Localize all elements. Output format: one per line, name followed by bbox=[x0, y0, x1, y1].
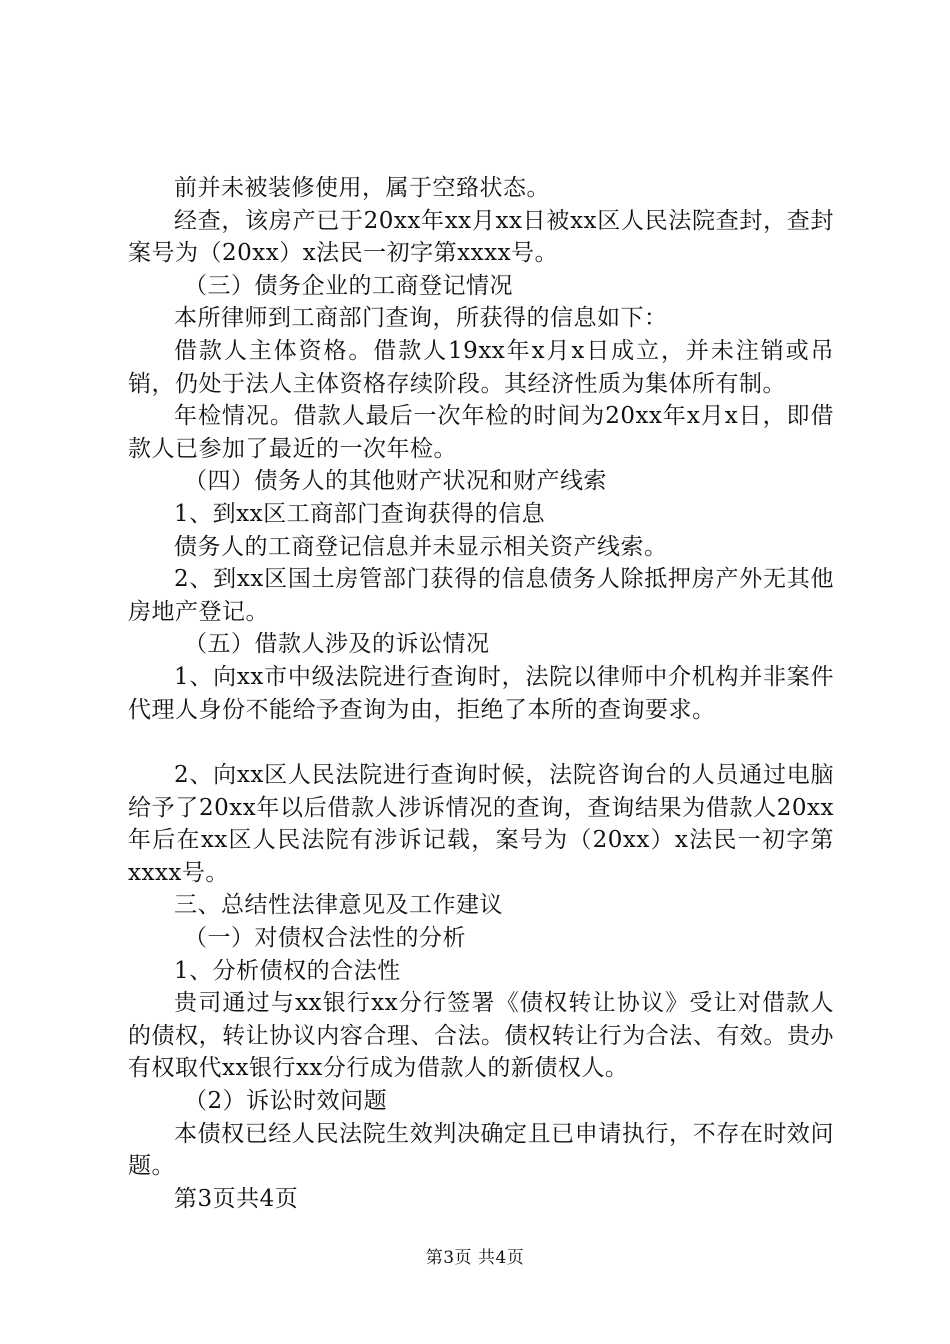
section-heading: （五）借款人涉及的诉讼情况 bbox=[184, 631, 490, 658]
section-heading: （三）债务企业的工商登记情况 bbox=[184, 272, 513, 299]
document-body bbox=[128, 172, 834, 1215]
section-heading: （2）诉讼时效问题 bbox=[184, 1088, 388, 1115]
paragraph: 本所律师到工商部门查询，所获得的信息如下： bbox=[174, 305, 668, 332]
paragraph: 1、分析债权的合法性 bbox=[174, 957, 401, 984]
inline-page-number: 第3页共4页 bbox=[174, 1185, 299, 1212]
paragraph: 年检情况。借款人最后一次年检的时间为20xx年x月x日，即借款人已参加了最近的一次年检。 bbox=[128, 403, 834, 462]
paragraph: 前并未被装修使用，属于空臵状态。 bbox=[174, 175, 550, 201]
paragraph: 借款人主体资格。借款人19xx年x月x日成立，并未注销或吊销，仍处于法人主体资格存续阶段。其经济性质为集体所有制。 bbox=[128, 337, 834, 397]
paragraph: 经查，该房产已于20xx年xx月xx日被xx区人民法院查封，查封案号为（20xx）x法民一初字第xxxx号。 bbox=[128, 207, 834, 267]
paragraph: 债务人的工商登记信息并未显示相关资产线索。 bbox=[174, 533, 668, 560]
paragraph: 2、向xx区人民法院进行查询时候，法院咨询台的人员通过电脑给予了20xx年以后借款人涉诉情况的查询，查询结果为借款人20xx年后在xx区人民法院有涉诉记载，案号为（20xx）x法民一初字第xxxx号。 bbox=[128, 762, 834, 886]
paragraph-spacer bbox=[128, 726, 834, 759]
paragraph: 本债权已经人民法院生效判决确定且已申请执行，不存在时效问题。 bbox=[128, 1120, 834, 1180]
page-footer: 第3页 共4页 bbox=[425, 1248, 525, 1268]
paragraph: 1、到xx区工商部门查询获得的信息 bbox=[174, 500, 546, 527]
section-heading: （一）对债权合法性的分析 bbox=[184, 925, 466, 952]
paragraph: 2、到xx区国土房管部门获得的信息债务人除抵押房产外无其他房地产登记。 bbox=[128, 566, 834, 625]
paragraph: 贵司通过与xx银行xx分行签署《债权转让协议》受让对借款人的债权，转让协议内容合理、合法。债权转让行为合法、有效。贵办有权取代xx银行xx分行成为借款人的新债权人。 bbox=[128, 990, 834, 1082]
section-heading: （四）债务人的其他财产状况和财产线索 bbox=[184, 468, 607, 495]
paragraph: 1、向xx市中级法院进行查询时，法院以律师中介机构并非案件代理人身份不能给予查询为由，拒绝了本所的查询要求。 bbox=[128, 663, 834, 723]
section-heading: 三、总结性法律意见及工作建议 bbox=[174, 892, 503, 919]
